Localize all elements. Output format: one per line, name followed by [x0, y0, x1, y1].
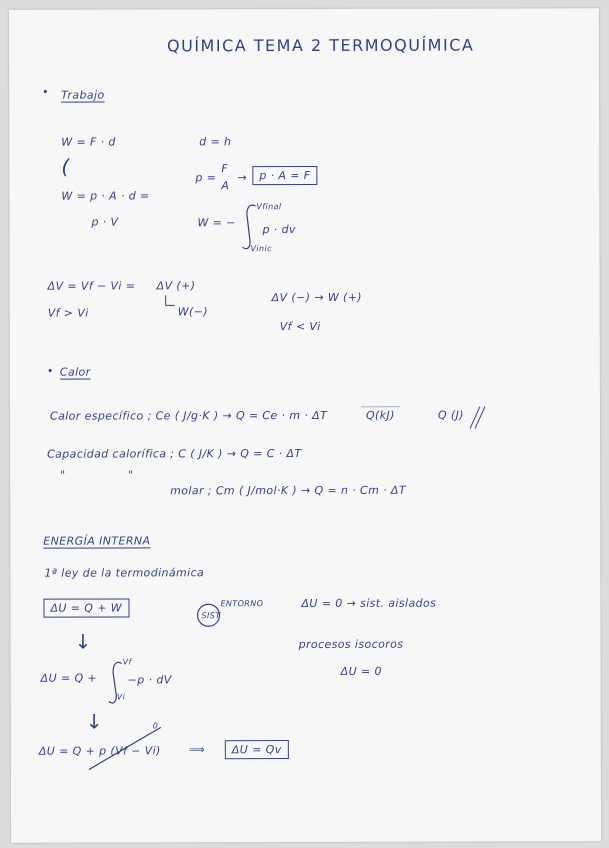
- formula-molar-heat: molar ; Cm ( J/mol·K ) → Q = n · Cm · ΔT: [170, 483, 406, 498]
- down-arrow: ↓: [74, 629, 92, 654]
- formula-delta-v: ΔV = Vf − Vi =: [47, 279, 136, 293]
- surroundings-label: ENTORNO: [220, 599, 264, 609]
- unit-q-kj: Q(kJ): [365, 408, 395, 422]
- formula-isolated-system: ΔU = 0 → sist. aislados: [301, 596, 437, 611]
- boxed-formula-first-law: ΔU = Q + W: [43, 598, 129, 617]
- formula-work-negative: W(−): [177, 305, 209, 319]
- integral-lower-limit: Vinic: [250, 244, 272, 254]
- formula-delta-v-negative: ΔV (−) → W (+): [271, 290, 363, 305]
- isochoric-label: procesos isocoros: [298, 637, 404, 652]
- integral-lower-limit: Vi: [116, 692, 126, 702]
- integral-upper-limit: Vf: [122, 657, 132, 667]
- unit-q-j: Q (J): [437, 408, 464, 422]
- formula-specific-heat: Calor específico ; Ce ( J/g·K ) → Q = Ce · m · ΔT: [49, 408, 328, 423]
- formula-d-h: d = h: [199, 135, 232, 149]
- formula-pressure-lhs: p =: [195, 171, 217, 185]
- boxed-formula-force: p · A = F: [252, 166, 317, 185]
- formula-du-expanded: ΔU = Q + p (Vf − Vi): [38, 744, 161, 758]
- fraction-numerator: F: [221, 162, 229, 176]
- ditto-mark: ": [128, 468, 134, 482]
- formula-work-force: W = F · d: [61, 135, 116, 149]
- formula-delta-v-positive: ΔV (+): [156, 279, 196, 293]
- formula-du-integral-lhs: ΔU = Q +: [40, 671, 98, 685]
- page-title: QUÍMICA TEMA 2 TERMOQUÍMICA: [166, 35, 475, 56]
- integral-upper-limit: Vfinal: [256, 202, 282, 212]
- hook-arrow: [166, 295, 175, 305]
- formula-work-pad: W = p · A · d =: [61, 189, 150, 203]
- strike-through-line: [89, 727, 161, 769]
- ditto-mark: ": [60, 468, 66, 482]
- section-heading-calor: Calor: [59, 365, 91, 379]
- zero-annotation: 0: [152, 721, 159, 731]
- formula-work-integral-lhs: W = −: [197, 216, 236, 230]
- system-circle: [197, 604, 219, 626]
- notebook-page: [9, 8, 601, 843]
- section-heading-trabajo: Trabajo: [61, 88, 105, 102]
- integral-body: p · dv: [262, 223, 296, 237]
- implies-arrow: ⟹: [188, 743, 206, 757]
- formula-du-zero: ΔU = 0: [340, 664, 382, 678]
- integral-sign: [242, 205, 255, 249]
- down-arrow: ↓: [85, 709, 103, 734]
- first-law-label: 1ª ley de la termodinámica: [44, 566, 205, 580]
- formula-heat-capacity: Capacidad calorífica ; C ( J/K ) → Q = C · ΔT: [47, 447, 302, 461]
- paren-mark: (: [61, 154, 70, 179]
- fraction-denominator: A: [221, 179, 230, 193]
- double-slash-mark: [470, 407, 485, 429]
- arrow: →: [237, 171, 247, 185]
- integral-sign: [109, 662, 122, 703]
- bullet: •: [42, 85, 50, 99]
- formula-pv: p · V: [91, 215, 119, 229]
- handwritten-marks: [9, 8, 601, 843]
- formula-vf-lt-vi: Vf < Vi: [279, 319, 321, 334]
- boxed-formula-du-qv: ΔU = Qv: [225, 740, 289, 759]
- section-heading-energia: ENERGÍA INTERNA: [43, 534, 151, 548]
- bullet: •: [46, 364, 54, 378]
- formula-vf-gt-vi: Vf > Vi: [47, 306, 89, 320]
- system-circle-label: SIST: [201, 611, 221, 621]
- integral-body: −p · dV: [127, 673, 172, 687]
